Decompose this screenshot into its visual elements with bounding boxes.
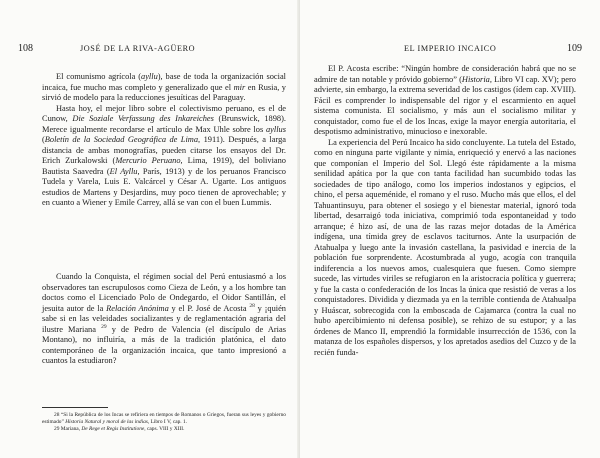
page-number: 108 <box>18 43 33 54</box>
paragraph: 29 Mariana, De Rege et Regis Institutione, caps. VIII y XIII. <box>54 426 185 432</box>
italic-text: Boletín de la Sociedad Geográfica de Lima <box>44 135 199 144</box>
italic-text: Historia <box>461 74 490 84</box>
paragraph: El P. Acosta escribe: “Ningún hombre de consideración habrá que no se admire de tan notable y próvido gobierno” (Historia, Libro VI cap. XV); pero advierte, sin embargo, la extrema severidad de los castigos (ídem cap. XVIII). Fácil es comprender lo indispensable del rigor y el escarmiento en aquel sistema comunista. El socialismo, y más aun el socialismo militar y conquistador, como fue el de los Incas, exige la mayor energía autoritaria, el despotismo administrativo, minucioso e inexorable. <box>314 64 576 136</box>
italic-text: ayllu <box>141 72 158 81</box>
footnote-ref: 28 <box>249 302 255 309</box>
italic-text: Mercurio Peruano <box>115 156 181 165</box>
italic-text: mir <box>233 82 246 92</box>
paragraph: La experiencia del Perú Incaico ha sido concluyente. La tutela del Estado, como en ninguna parte vigilante y nimia, enriqueció y enervó a las naciones que componían el Imperio del Sol. Llegó éste rápidamente a la misma senilidad apática por la que con tanta facilidad han sucumbido todas las sociedades de tipo análogo, como los imperios indostanos y egipcios, el chino, el persa aqueménide, el romano y el ruso. Mucho más que ellos, el del Tahuantinsuyu, para obtener el sosiego y el bienestar material, ignoró toda libertad, desarraigó toda iniciativa, comprimió toda espontaneidad y todo arranque; é hizo así, de una de las razas mejor dotadas de la América indígena, una tímida grey de esclavos taciturnos. Ante la usurpación de Atahualpa y luego ante la invasión castellana, la pasividad e inercia de la población fue sorprendente. Acostumbrada al yugo, acogía con tranquila indiferencia a los nuevos amos, cualesquiera que fuesen. Como siempre sucede, las virtudes viriles se refugiaron en la aristocracia política y guerrera; y fue la casta o confederación de los Incas la única que resistió de veras a los conquistadores. Dividida y diezmada ya en la terrible contienda de Atahualpa y Huáscar, sobrecogida con la emboscada de Cajamarca (contra la cual no hubo apercibimiento ni defensa posible), se rehizo de su estupor; y a las órdenes de Manco II, emprendió la formidable insurrección de 1536, con la matanza de los españoles dispersos, y los apretados asedios del Cuzco y de la recién funda- <box>314 137 576 357</box>
italic-text: Relación Anónima <box>106 303 169 313</box>
paragraph: El comunismo agrícola (ayllu), base de toda la organización social incaica, fue mucho mas completo y generalizado que el mir en Rusia, y sirvió de modelo para la reducciones jesuíticas del Paraguay. <box>42 72 286 102</box>
right-page <box>300 0 600 458</box>
body-text-block <box>42 272 286 367</box>
footnotes <box>42 412 286 433</box>
footnote-ref: 29 <box>101 323 107 330</box>
body-text-block <box>314 64 576 358</box>
italic-text: El Ayllu <box>109 166 138 176</box>
italic-text: ayllus <box>265 124 286 134</box>
italic-text: Die Soziale Verfassung des Inkareiches <box>72 114 214 123</box>
paragraph: Cuando la Conquista, el régimen social del Perú entusiasmó a los observadores tan escrupulosos como Cieza de León, y a los hombre tan doctos como el Licenciado Polo de Ondegardo, el Oidor Santillán, el jesuita autor de la Relación Anónima y el P. José de Acosta $^{28}$ y ¡quién sabe si en las veleidades socializantes y de reglamentación agraria del ilustre Mariana $^{29}$ y de Pedro de Valencia (el discípulo de Arias Montano), no influiría, a más de la tradición platónica, el dato contemporáneo de la organización incaica, que tanto impresionó a cuantos la estudiaron? <box>42 272 286 365</box>
body-text-block <box>42 72 286 209</box>
paragraph: Hasta hoy, el mejor libro sobre el colectivismo peruano, es el de Cunow, Die Soziale Verfassung des Inkareiches (Brunswick, 1898). Merece igualmente recordarse el artículo de Max Uhle sobre los ayllus (Boletín de la Sociedad Geográfica de Lima, 1911). Después, a larga distancia de ambas monografías, pueden citarse los ensayos del Dr. Erich Zurkalowski (Mercurio Peruano, Lima, 1919), del boliviano Bautista Saavedra (El Ayllu, París, 1913) y de los peruanos Francisco Tudela y Varela, Luis E. Valcárcel y César A. Ugarte. Los antiguos estudios de Martens y Desjardins, muy poco tienen de aprovechable; y en cuanto a Wiener y Emile Carrey, allá se van con el buen Lummis. <box>42 103 286 207</box>
paragraph: 28 “Si la República de los Incas se refiriera en tiempos de Romanos o Griegos, fueran sus leyes y gobierno estimado” Historia Natural y moral de las indias, Libro I V, cap. 1. <box>42 412 286 425</box>
running-title: EL IMPERIO INCAICO <box>404 44 497 53</box>
footnote-divider <box>42 407 108 408</box>
page-number: 109 <box>567 43 582 54</box>
running-title: JOSÉ DE LA RIVA-AGÜERO <box>80 44 196 53</box>
italic-text: Historia Natural y moral de las indias <box>65 419 148 425</box>
italic-text: De Rege et Regis Institutione <box>81 426 145 432</box>
